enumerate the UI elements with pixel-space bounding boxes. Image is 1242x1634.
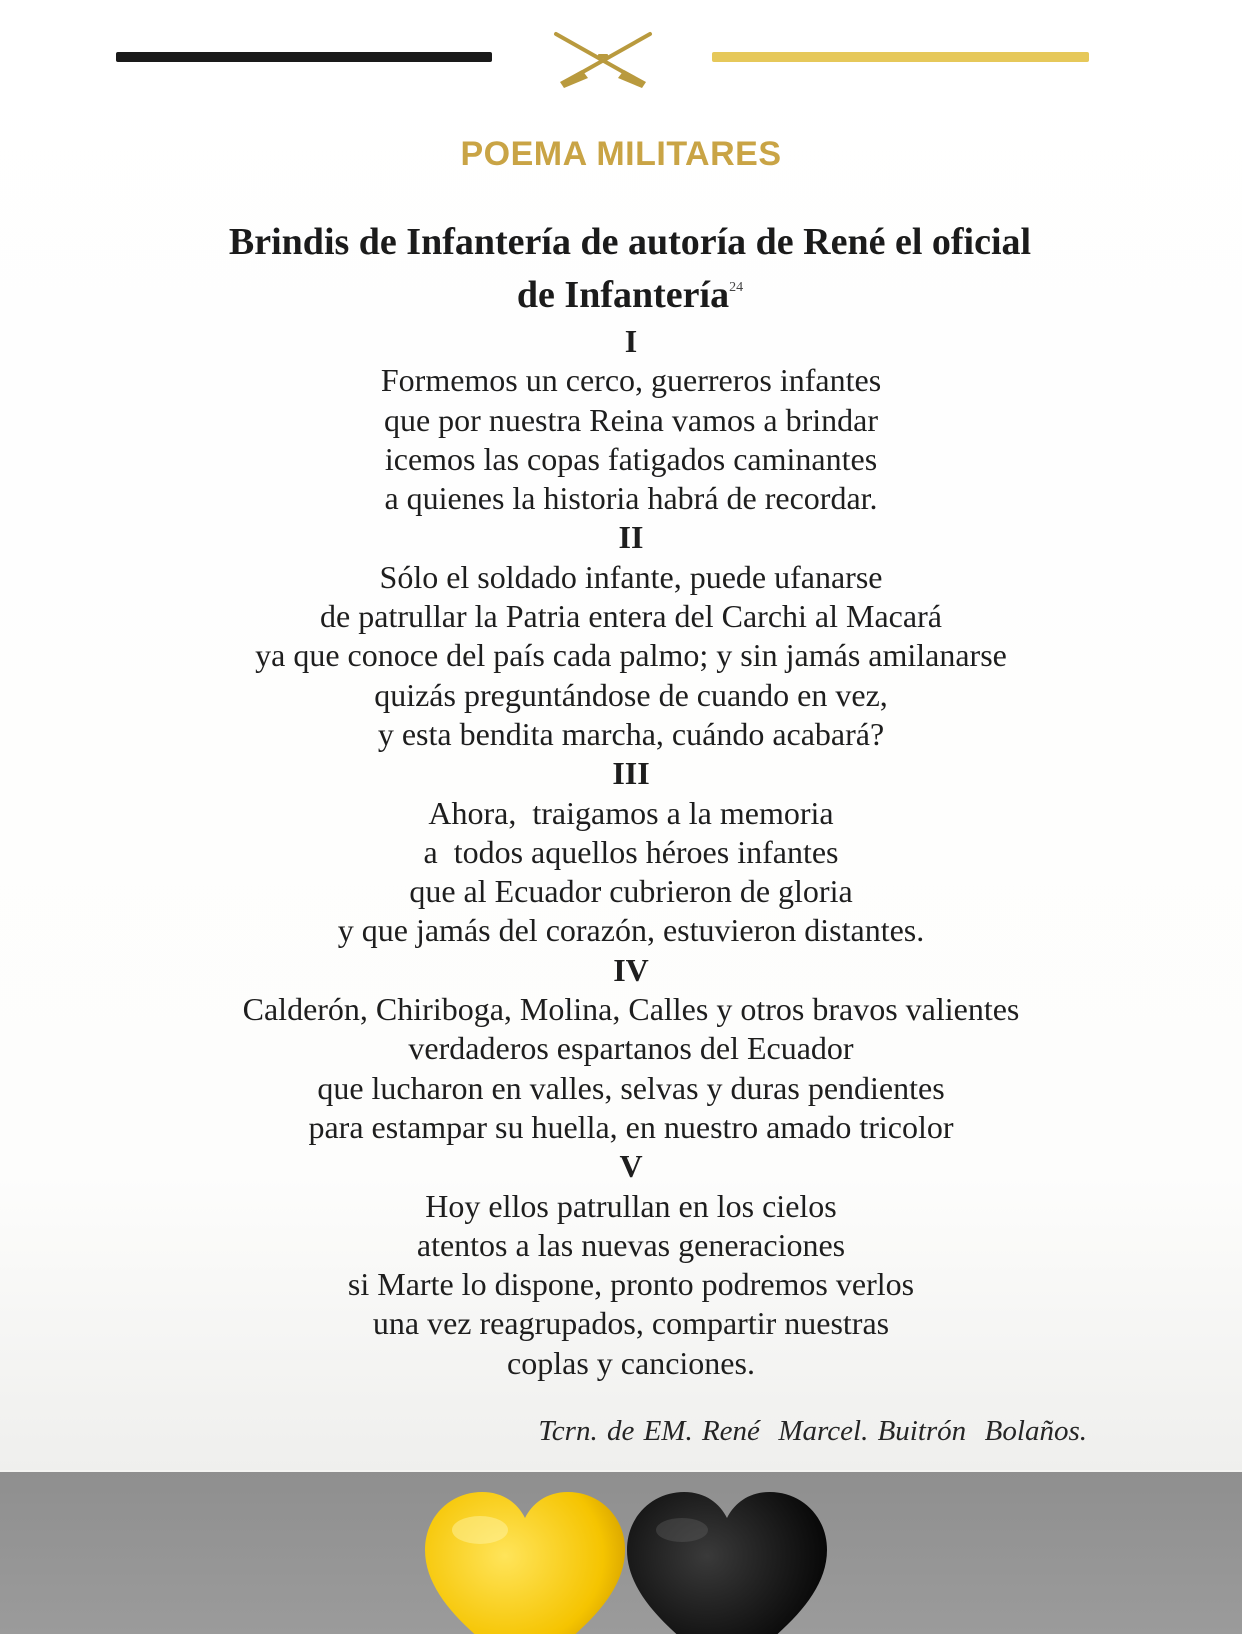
poem-line: a todos aquellos héroes infantes (423, 833, 839, 870)
poem-line: verdaderos espartanos del Ecuador (408, 1030, 854, 1067)
stanza-3 (100, 754, 1162, 950)
poem-line: y esta bendita marcha, cuándo acabará? (377, 715, 885, 752)
poem-body (100, 322, 1162, 1383)
title-line-1: Brindis de Infantería de autoría de René el oficial (228, 221, 1032, 263)
stanza-number: IV (613, 951, 649, 988)
poem-line: a quienes la historia habrá de recordar. (384, 480, 878, 517)
poem-line: Hoy ellos patrullan en los cielos (425, 1187, 837, 1224)
poem-line: Sólo el soldado infante, puede ufanarse (379, 558, 883, 595)
poem-line: Ahora, traigamos a la memoria (428, 794, 834, 831)
poem-line: icemos las copas fatigados caminantes (384, 440, 878, 477)
page-heading: POEMA MILITARES (460, 135, 782, 173)
stanza-number: III (612, 755, 650, 792)
poem-line: Calderón, Chiriboga, Molina, Calles y otros bravos valientes (242, 991, 1020, 1028)
stanza-2 (100, 518, 1162, 754)
stanza-number: I (624, 323, 638, 359)
stanza-number: II (618, 519, 644, 556)
stanza-1 (100, 322, 1162, 518)
title-line-2 (170, 265, 1090, 318)
black-heart-icon (622, 1490, 832, 1634)
poem-line: que al Ecuador cubrieron de gloria (409, 873, 853, 910)
footnote-reference: 24 (729, 280, 744, 295)
poem-line: coplas y canciones. (507, 1344, 755, 1381)
yellow-heart-icon (420, 1490, 630, 1634)
author-signature: Tcrn. de EM. René Marcel. Buitrón Bolaños. (538, 1415, 1087, 1447)
poem-line: quizás preguntándose de cuando en vez, (374, 676, 888, 713)
stanza-number: V (619, 1148, 643, 1185)
gold-divider-rule (712, 52, 1089, 62)
title-line-2-text: de Infantería (516, 274, 730, 316)
poem-line: Formemos un cerco, guerreros infantes (380, 362, 882, 399)
poem-title (170, 220, 1090, 318)
black-divider-rule (116, 52, 492, 62)
stanza-4 (100, 951, 1162, 1147)
poem-line: que lucharon en valles, selvas y duras pendientes (317, 1069, 945, 1106)
poem-line: para estampar su huella, en nuestro amado tricolor (308, 1108, 954, 1145)
crossed-rifles-icon (548, 28, 658, 90)
poem-line: ya que conoce del país cada palmo; y sin jamás amilanarse (255, 637, 1007, 674)
poem-line: si Marte lo dispone, pronto podremos verlos (347, 1266, 915, 1303)
poem-line: de patrullar la Patria entera del Carchi al Macará (320, 598, 942, 635)
stanza-5 (100, 1147, 1162, 1383)
poem-line: una vez reagrupados, compartir nuestras (372, 1305, 890, 1342)
poem-line: y que jamás del corazón, estuvieron distantes. (337, 912, 925, 949)
poem-line: atentos a las nuevas generaciones (416, 1226, 846, 1263)
emoji-bar (0, 1472, 1242, 1634)
poem-line: que por nuestra Reina vamos a brindar (383, 401, 879, 438)
